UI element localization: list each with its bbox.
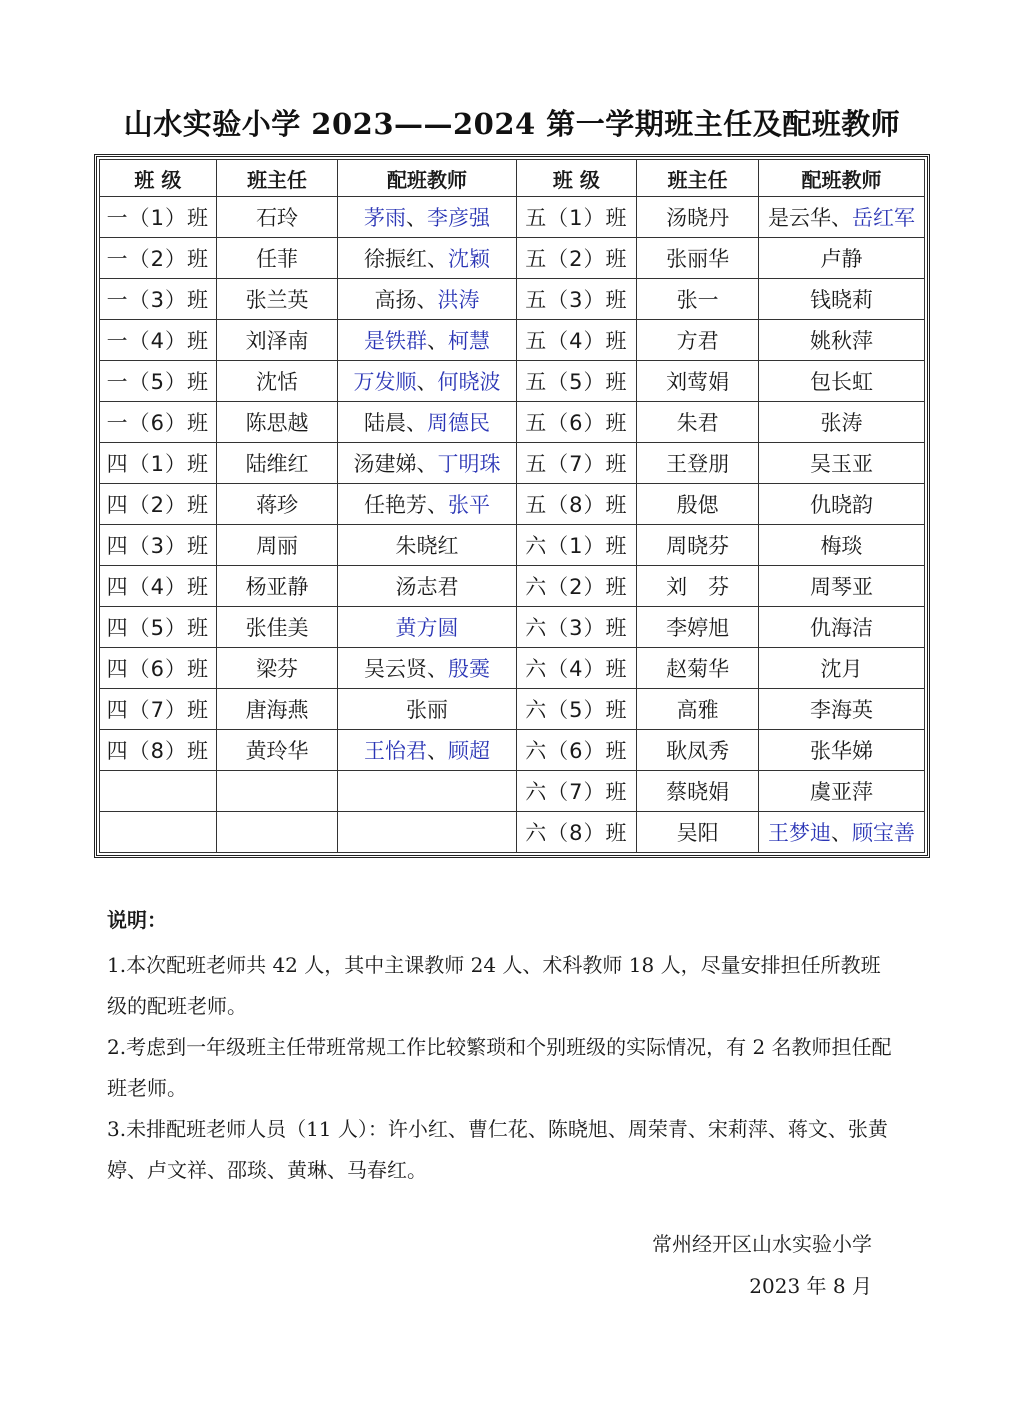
assistant-teacher-name: 殷霙 [447, 657, 490, 681]
left-head-cell: 石玲 [216, 197, 338, 238]
left-cls-cell: 四（2）班 [100, 484, 217, 525]
header-head-teacher-right: 班主任 [637, 160, 759, 197]
right-head-cell: 张丽华 [637, 238, 759, 279]
table-row [100, 197, 925, 238]
right-assistants-cell [758, 402, 924, 443]
right-assistants-cell [758, 771, 924, 812]
left-assistants-cell [338, 525, 516, 566]
right-cls-cell: 五（8）班 [516, 484, 637, 525]
assistant-teacher-name: 汤建娣 [353, 452, 417, 476]
name-separator: 、 [426, 657, 448, 681]
right-cls-cell: 六（4）班 [516, 648, 637, 689]
assistant-teacher-name: 任艳芳 [363, 493, 427, 517]
left-head-cell: 周丽 [216, 525, 338, 566]
assistant-teacher-name: 卢静 [820, 247, 863, 271]
right-assistants-cell [758, 689, 924, 730]
table-row [100, 320, 925, 361]
right-head-cell: 张一 [637, 279, 759, 320]
left-head-cell [216, 771, 338, 812]
assistant-teacher-name: 顾宝善 [851, 821, 915, 845]
notes-label: 说明： [107, 908, 167, 932]
table-row [100, 361, 925, 402]
assistant-teacher-name: 是云华 [767, 206, 831, 230]
right-cls-cell: 六（7）班 [516, 771, 637, 812]
note-item: 3.未排配班老师人员（11 人）：许小红、曹仁花、陈晓旭、周荣青、宋莉萍、蒋文、张黄婷、卢文祥、邵琰、黄琳、马春红。 [107, 1117, 888, 1182]
name-separator: 、 [830, 206, 852, 230]
name-separator: 、 [416, 452, 438, 476]
left-cls-cell: 一（2）班 [100, 238, 217, 279]
right-head-cell: 朱君 [637, 402, 759, 443]
assistant-teacher-name: 吴云贤 [363, 657, 427, 681]
right-cls-cell: 五（6）班 [516, 402, 637, 443]
assistant-teacher-name: 丁明珠 [437, 452, 501, 476]
left-assistants-cell [338, 607, 516, 648]
assistant-teacher-name: 高扬 [374, 288, 417, 312]
table-row [100, 238, 925, 279]
left-head-cell: 张佳美 [216, 607, 338, 648]
name-separator: 、 [426, 493, 448, 517]
assistant-teacher-name: 朱晓红 [395, 534, 459, 558]
left-assistants-cell [338, 238, 516, 279]
right-head-cell: 殷偲 [637, 484, 759, 525]
right-cls-cell: 六（3）班 [516, 607, 637, 648]
table-row [100, 566, 925, 607]
left-cls-cell [100, 812, 217, 853]
header-assistant-right: 配班教师 [758, 160, 924, 197]
right-cls-cell: 五（7）班 [516, 443, 637, 484]
right-assistants-cell [758, 484, 924, 525]
note-item: 1.本次配班老师共 42 人，其中主课教师 24 人、术科教师 18 人，尽量安排担任所教班级的配班老师。 [107, 953, 881, 1018]
left-cls-cell: 一（6）班 [100, 402, 217, 443]
left-head-cell: 陆维红 [216, 443, 338, 484]
left-assistants-cell [338, 484, 516, 525]
right-cls-cell: 六（8）班 [516, 812, 637, 853]
name-separator: 、 [426, 739, 448, 763]
left-head-cell: 任菲 [216, 238, 338, 279]
note-item: 2.考虑到一年级班主任带班常规工作比较繁琐和个别班级的实际情况，有 2 名教师担任配班老师。 [107, 1035, 892, 1100]
left-head-cell: 黄玲华 [216, 730, 338, 771]
left-cls-cell: 四（1）班 [100, 443, 217, 484]
assistant-teacher-name: 仇海洁 [809, 616, 873, 640]
left-head-cell: 张兰英 [216, 279, 338, 320]
assignment-table [99, 159, 925, 853]
left-cls-cell: 一（1）班 [100, 197, 217, 238]
assistant-teacher-name: 虞亚萍 [809, 780, 873, 804]
right-cls-cell: 六（5）班 [516, 689, 637, 730]
right-head-cell: 刘莺娟 [637, 361, 759, 402]
header-class-right: 班 级 [516, 160, 637, 197]
right-head-cell: 刘 芬 [637, 566, 759, 607]
left-head-cell: 蒋珍 [216, 484, 338, 525]
left-assistants-cell [338, 443, 516, 484]
assistant-teacher-name: 沈月 [820, 657, 863, 681]
table-row [100, 443, 925, 484]
assistant-teacher-name: 顾超 [447, 739, 490, 763]
left-assistants-cell [338, 402, 516, 443]
left-assistants-cell [338, 689, 516, 730]
assistant-teacher-name: 张平 [447, 493, 490, 517]
assistant-teacher-name: 张丽 [405, 698, 448, 722]
left-cls-cell: 四（5）班 [100, 607, 217, 648]
right-head-cell: 汤晓丹 [637, 197, 759, 238]
right-assistants-cell [758, 648, 924, 689]
assistant-teacher-name: 梅琰 [820, 534, 863, 558]
left-assistants-cell [338, 771, 516, 812]
assistant-teacher-name: 万发顺 [353, 370, 417, 394]
right-head-cell: 耿凤秀 [637, 730, 759, 771]
assistant-teacher-name: 洪涛 [437, 288, 480, 312]
right-assistants-cell [758, 730, 924, 771]
right-cls-cell: 五（1）班 [516, 197, 637, 238]
name-separator: 、 [426, 329, 448, 353]
right-assistants-cell [758, 361, 924, 402]
right-cls-cell: 五（2）班 [516, 238, 637, 279]
right-assistants-cell [758, 197, 924, 238]
assignment-table-frame [94, 154, 930, 858]
right-head-cell: 蔡晓娟 [637, 771, 759, 812]
assistant-teacher-name: 岳红军 [851, 206, 915, 230]
assistant-teacher-name: 姚秋萍 [809, 329, 873, 353]
left-head-cell [216, 812, 338, 853]
name-separator: 、 [830, 821, 852, 845]
right-cls-cell: 六（6）班 [516, 730, 637, 771]
table-row [100, 648, 925, 689]
left-head-cell: 刘泽南 [216, 320, 338, 361]
right-assistants-cell [758, 443, 924, 484]
left-assistants-cell [338, 197, 516, 238]
left-assistants-cell [338, 730, 516, 771]
assistant-teacher-name: 茅雨 [363, 206, 406, 230]
table-row [100, 607, 925, 648]
right-assistants-cell [758, 320, 924, 361]
document-title: 山水实验小学 2023——2024 第一学期班主任及配班教师 [123, 107, 901, 141]
right-head-cell: 赵菊华 [637, 648, 759, 689]
assistant-teacher-name: 陆晨 [363, 411, 406, 435]
left-cls-cell: 一（5）班 [100, 361, 217, 402]
left-head-cell: 沈恬 [216, 361, 338, 402]
left-cls-cell: 四（4）班 [100, 566, 217, 607]
assistant-teacher-name: 张华娣 [809, 739, 873, 763]
right-assistants-cell [758, 607, 924, 648]
table-row [100, 484, 925, 525]
right-assistants-cell [758, 279, 924, 320]
right-head-cell: 王登朋 [637, 443, 759, 484]
table-row [100, 689, 925, 730]
left-assistants-cell [338, 320, 516, 361]
table-row [100, 771, 925, 812]
left-cls-cell: 四（3）班 [100, 525, 217, 566]
table-row [100, 279, 925, 320]
footer-organization: 常州经开区山水实验小学 [652, 1232, 872, 1256]
name-separator: 、 [416, 288, 438, 312]
table-row [100, 812, 925, 853]
header-assistant-left: 配班教师 [338, 160, 516, 197]
footer-date: 2023 年 8 月 [749, 1274, 872, 1298]
right-head-cell: 周晓芬 [637, 525, 759, 566]
assistant-teacher-name: 沈颖 [447, 247, 490, 271]
left-assistants-cell [338, 648, 516, 689]
header-class-left: 班 级 [100, 160, 217, 197]
left-cls-cell: 四（8）班 [100, 730, 217, 771]
name-separator: 、 [405, 206, 427, 230]
table-row [100, 402, 925, 443]
right-cls-cell: 五（4）班 [516, 320, 637, 361]
name-separator: 、 [416, 370, 438, 394]
assistant-teacher-name: 黄方圆 [395, 616, 459, 640]
right-head-cell: 李婷旭 [637, 607, 759, 648]
header-head-teacher-left: 班主任 [216, 160, 338, 197]
assistant-teacher-name: 王怡君 [363, 739, 427, 763]
right-head-cell: 高雅 [637, 689, 759, 730]
assistant-teacher-name: 何晓波 [437, 370, 501, 394]
left-cls-cell: 四（6）班 [100, 648, 217, 689]
assistant-teacher-name: 是铁群 [363, 329, 427, 353]
name-separator: 、 [426, 247, 448, 271]
right-assistants-cell [758, 525, 924, 566]
left-assistants-cell [338, 566, 516, 607]
right-head-cell: 吴阳 [637, 812, 759, 853]
right-assistants-cell [758, 812, 924, 853]
right-assistants-cell [758, 566, 924, 607]
left-assistants-cell [338, 812, 516, 853]
right-assistants-cell [758, 238, 924, 279]
left-cls-cell: 一（4）班 [100, 320, 217, 361]
right-cls-cell: 六（1）班 [516, 525, 637, 566]
assistant-teacher-name: 柯慧 [447, 329, 490, 353]
table-header-row [100, 160, 925, 197]
right-cls-cell: 五（5）班 [516, 361, 637, 402]
left-cls-cell [100, 771, 217, 812]
assistant-teacher-name: 仇晓韵 [809, 493, 873, 517]
left-cls-cell: 一（3）班 [100, 279, 217, 320]
table-row [100, 525, 925, 566]
left-head-cell: 唐海燕 [216, 689, 338, 730]
right-cls-cell: 五（3）班 [516, 279, 637, 320]
table-body [100, 197, 925, 853]
assistant-teacher-name: 徐振红 [363, 247, 427, 271]
left-head-cell: 陈思越 [216, 402, 338, 443]
assistant-teacher-name: 李彦强 [426, 206, 490, 230]
table-row [100, 730, 925, 771]
assistant-teacher-name: 周德民 [426, 411, 490, 435]
assistant-teacher-name: 李海英 [809, 698, 873, 722]
left-assistants-cell [338, 279, 516, 320]
assistant-teacher-name: 包长虹 [809, 370, 873, 394]
assistant-teacher-name: 王梦迪 [767, 821, 831, 845]
assistant-teacher-name: 吴玉亚 [809, 452, 873, 476]
assistant-teacher-name: 张涛 [820, 411, 863, 435]
notes-section [107, 900, 897, 1191]
left-head-cell: 梁芬 [216, 648, 338, 689]
left-head-cell: 杨亚静 [216, 566, 338, 607]
assistant-teacher-name: 周琴亚 [809, 575, 873, 599]
name-separator: 、 [405, 411, 427, 435]
right-cls-cell: 六（2）班 [516, 566, 637, 607]
right-head-cell: 方君 [637, 320, 759, 361]
left-assistants-cell [338, 361, 516, 402]
left-cls-cell: 四（7）班 [100, 689, 217, 730]
assistant-teacher-name: 汤志君 [395, 575, 459, 599]
assistant-teacher-name: 钱晓莉 [809, 288, 873, 312]
